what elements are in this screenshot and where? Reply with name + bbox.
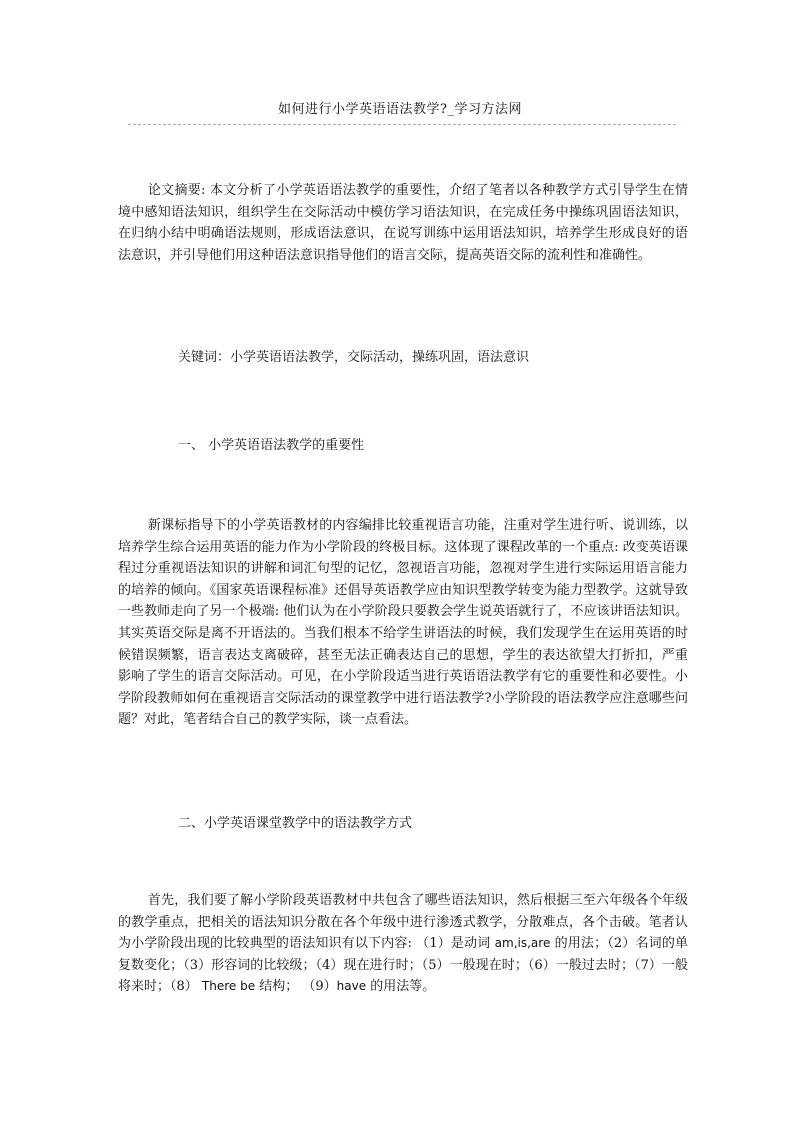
section-2-text-c: 结构； （9） <box>255 979 337 995</box>
section-2-text-a: 首先，我们要了解小学阶段英语教材中共包含了哪些语法知识，然后根据三至六年级各个年级的教学重点，把相关的语法知识分散在各个年级中进行渗透式教学，分散难点，各个击破。笔者认为小学阶段出现的比较典型的语法知识有以下内容: （1）是动词 <box>118 893 688 952</box>
have-term: have <box>336 979 367 994</box>
page-title: 如何进行小学英语语法教学?_学习方法网 <box>278 102 522 117</box>
section-2-text-d: 的用法等。 <box>366 979 436 995</box>
abstract-block <box>118 180 688 266</box>
section-1-block <box>118 515 688 731</box>
section-2-text-b: 的用法；（2）名词的单复数变化；（3）形容词的比较级；（4）现在进行时；（5）一般现在时；（6）一般过去时；（7）一般将来时；（8） <box>118 936 688 995</box>
abstract-paragraph: 论文摘要: 本文分析了小学英语语法教学的重要性，介绍了笔者以各种教学方式引导学生在情境中感知语法知识，组织学生在交际活动中模仿学习语法知识，在完成任务中操练巩固语法知识，在归纳小结中明确语法规则，形成语法意识，在说写训练中运用语法知识，培养学生形成良好的语法意识，并引导他们用这种语法意识指导他们的语言交际，提高英语交际的流利性和准确性。 <box>118 183 688 263</box>
section-2-paragraph <box>118 890 688 998</box>
section-1-paragraph: 新课标指导下的小学英语教材的内容编排比较重视语言功能，注重对学生进行听、说训练，以培养学生综合运用英语的能力作为小学阶段的终极目标。这体现了课程改革的一个重点: 改变英语课程过分重视语法知识的讲解和词汇句型的记忆，忽视语言功能，忽视对学生进行实际运用语言能力的培养的倾向。《国家英语课程标准》还倡导英语教学应由知识型教学转变为能力型教学。这就导致一些教师走向了另一个极端: 他们认为在小学阶段只要教会学生说英语就行了，不应该讲语法知识。其实英语交际是离不开语法的。当我们根本不给学生讲语法的时候，我们发现学生在运用英语的时候错误频繁，语言表达支离破碎，甚至无法正确表达自己的思想，学生的表达欲望大打折扣，严重影响了学生的语言交际活动。可见，在小学阶段适当进行英语语法教学有它的重要性和必要性。小学阶段教师如何在重视语言交际活动的课堂教学中进行语法教学?小学阶段的语法教学应注意哪些问题？对此，笔者结合自己的教学实际，谈一点看法。 <box>118 518 688 728</box>
title-divider <box>128 124 676 125</box>
section-1-heading: 一、 小学英语语法教学的重要性 <box>178 438 365 453</box>
section-2-block <box>118 890 688 998</box>
section-2-heading: 二、小学英语课堂教学中的语法教学方式 <box>178 816 413 831</box>
verb-be-forms: am,is,are <box>494 936 551 951</box>
there-be-term: There be <box>201 979 256 994</box>
keywords-line: 关键词：小学英语语法教学，交际活动，操练巩固，语法意识 <box>178 350 530 365</box>
